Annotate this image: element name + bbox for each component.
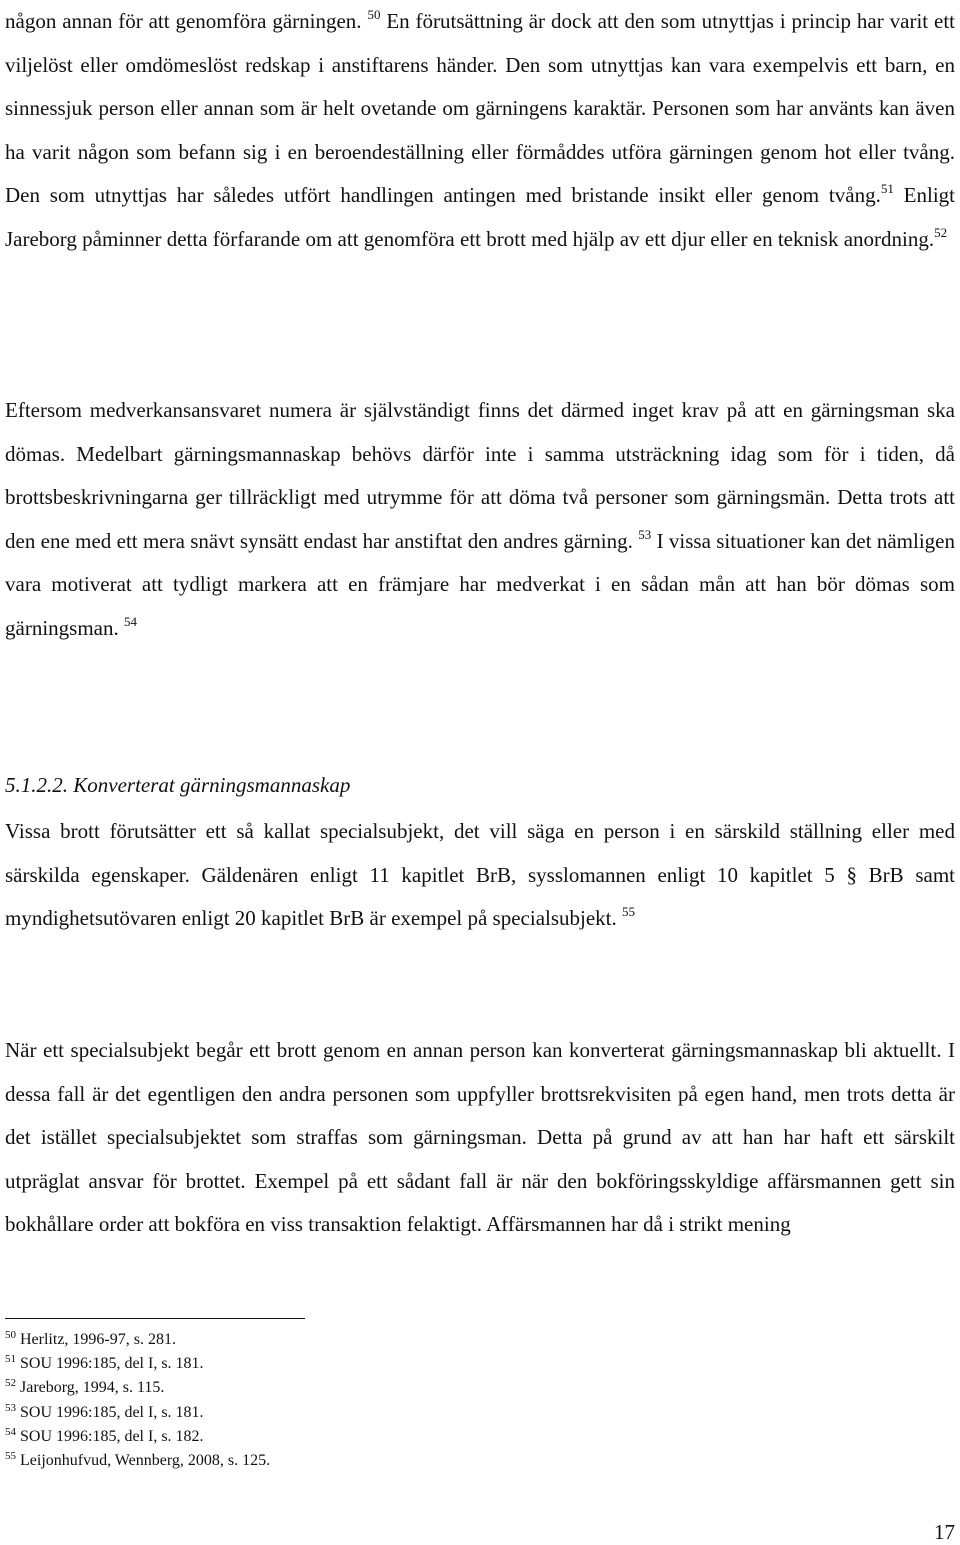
page-number: 17: [934, 1520, 955, 1544]
paragraph-text: Vissa brott förutsätter ett så kallat specialsubjekt, det vill säga en person i en särskild ställning eller med särskilda egenskaper. Gäldenären enligt 11 kapitlet BrB, sysslomannen enligt 10 kapitlet 5 § BrB samt myndighetsutövaren enligt 20 kapitlet BrB är exempel på specialsubjekt.: [5, 819, 955, 931]
footnote-text: SOU 1996:185, del I, s. 181.: [20, 1355, 204, 1373]
footnote-51: [5, 1352, 955, 1376]
section-title: Konverterat gärningsmannaskap: [73, 773, 351, 797]
footnote-text: Jareborg, 1994, s. 115.: [20, 1379, 165, 1397]
footnote-list: [5, 1328, 955, 1473]
footnote-54: [5, 1425, 955, 1449]
footnote-text: SOU 1996:185, del I, s. 181.: [20, 1403, 204, 1421]
body-paragraph-3: [5, 810, 955, 941]
paragraph-text: Enligt Jareborg påminner detta förfarande om att genomföra ett brott med hjälp av ett djur eller en teknisk anordning.: [5, 183, 955, 251]
body-paragraph-4: [5, 1029, 955, 1247]
footnote-reference: 51: [880, 181, 894, 197]
paragraph-text: Eftersom medverkansansvaret numera är självständigt finns det därmed inget krav på att en gärningsman ska dömas. Medelbart gärningsmannaskap behövs därför inte i samma utsträckning idag som för i tiden, då brottsbeskrivningarna ger tillräckligt med utrymme för att döma två personer som gärningsmän. Detta trots att den ene med ett mera snävt synsätt endast har anstiftat den andres gärning.: [5, 398, 955, 553]
footnote-number: 50: [5, 1329, 16, 1341]
footnote-number: 54: [5, 1425, 16, 1438]
footnote-number: 52: [5, 1377, 16, 1390]
paragraph-text: En förutsättning är dock att den som utnyttjas i princip har varit ett viljelöst eller omdömeslöst redskap i anstiftarens händer. Den som utnyttjas kan vara exempelvis ett barn, en sinnessjuk person eller annan som är helt ovetande om gärningens karaktär. Personen som har använts kan även ha varit någon som befann sig i en beroendeställning eller förmåddes utföra gärningen genom hot eller tvång. Den som utnyttjas har således utfört handlingen antingen med bristande insikt eller genom tvång.: [5, 9, 955, 208]
footnote-52: [5, 1376, 955, 1400]
footnote-number: 55: [5, 1450, 16, 1463]
footnote-text: Leijonhufvud, Wennberg, 2008, s. 125.: [20, 1452, 271, 1470]
footnote-50: [5, 1328, 955, 1352]
footnote-number: 51: [5, 1353, 16, 1366]
footnote-reference: 50: [367, 7, 381, 22]
footnote-53: [5, 1401, 955, 1425]
footnote-reference: 54: [123, 613, 137, 629]
paragraph-text: någon annan för att genomföra gärningen.: [5, 9, 368, 33]
footnote-reference: 53: [638, 526, 652, 542]
section-number: 5.1.2.2.: [5, 773, 68, 797]
footnote-divider: [5, 1318, 305, 1319]
body-paragraph-1: [5, 0, 955, 262]
body-paragraph-2: [5, 389, 955, 651]
footnote-number: 53: [5, 1401, 16, 1414]
section-heading: [5, 764, 955, 807]
footnote-reference: 52: [934, 224, 948, 240]
footnote-text: SOU 1996:185, del I, s. 182.: [20, 1427, 204, 1445]
footnote-reference: 55: [622, 904, 636, 920]
paragraph-text: När ett specialsubjekt begår ett brott genom en annan person kan konverterat gärningsmannaskap bli aktuellt. I dessa fall är det egentligen den andra personen som uppfyller brottsrekvisiten på egen hand, men trots detta är det istället specialsubjektet som straffas som gärningsman. Detta på grund av att han har haft ett särskilt utpräglat ansvar för brottet. Exempel på ett sådant fall är när den bokföringsskyldige affärsmannen gett sin bokhållare order att bokföra en viss transaktion felaktigt. Affärsmannen har då i strikt mening: [5, 1038, 955, 1237]
footnote-55: [5, 1449, 955, 1473]
footnote-text: Herlitz, 1996-97, s. 281.: [20, 1331, 176, 1348]
paragraph-text: I vissa situationer kan det nämligen vara motiverat att tydligt markera att en främjare har medverkat i en sådan mån att han bör dömas som gärningsman.: [5, 528, 956, 640]
